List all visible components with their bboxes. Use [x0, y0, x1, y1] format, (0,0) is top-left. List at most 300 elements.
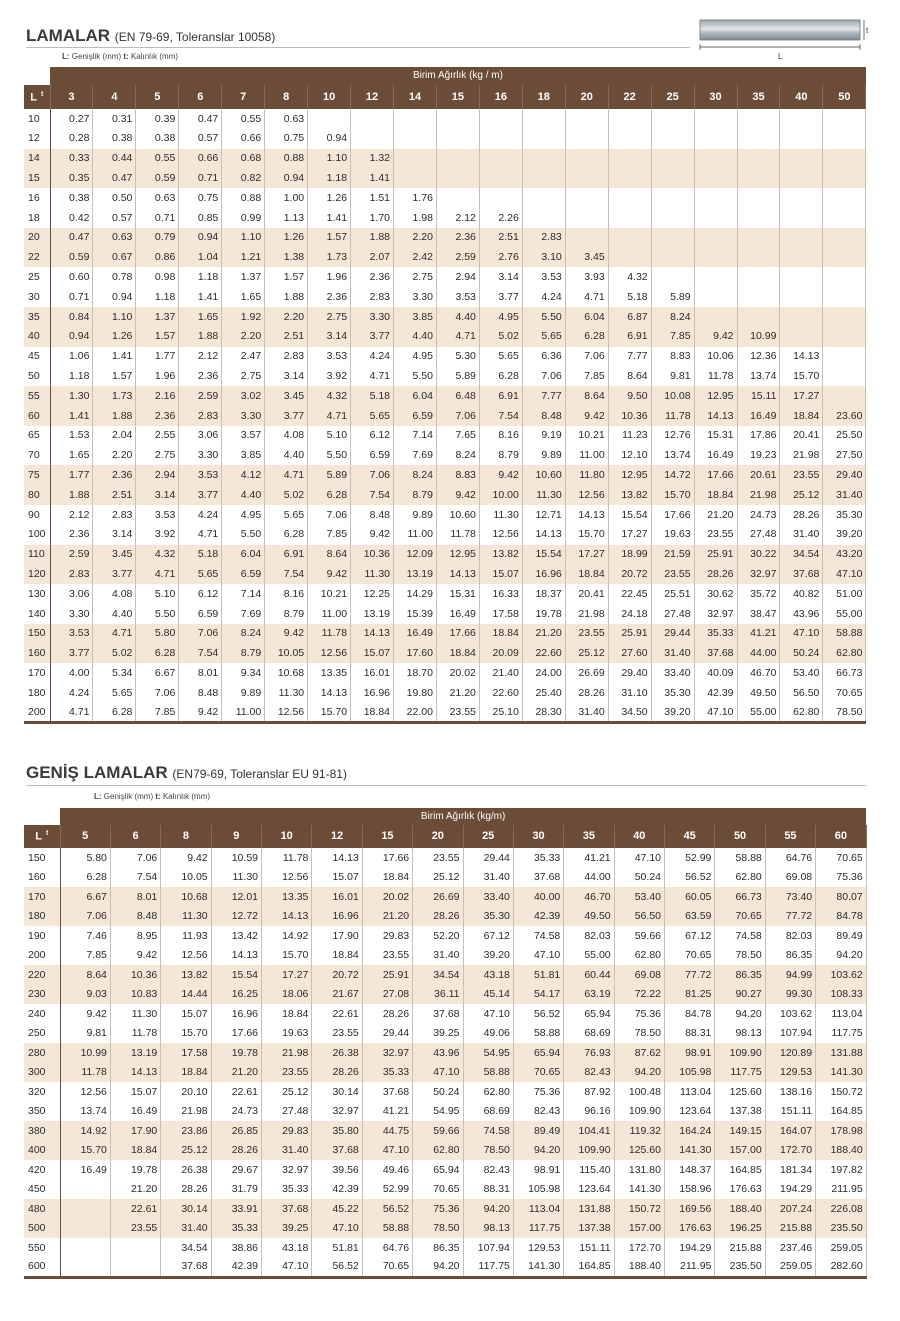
- weight-cell: 11.80: [565, 465, 608, 485]
- weight-cell: 1.10: [222, 228, 265, 248]
- weight-cell: 1.96: [308, 267, 351, 287]
- weight-cell: 60.44: [564, 965, 614, 985]
- weight-cell: 2.42: [394, 248, 437, 268]
- width-cell: 70: [24, 446, 50, 466]
- weight-cell: 4.08: [93, 584, 136, 604]
- weight-cell: 2.83: [351, 287, 394, 307]
- weight-cell: 109.90: [715, 1043, 765, 1063]
- weight-cell: 11.78: [308, 624, 351, 644]
- weight-cell: 24.73: [211, 1102, 261, 1122]
- weight-cell: [823, 188, 866, 208]
- weight-cell: [823, 129, 866, 149]
- weight-cell: 10.06: [694, 347, 737, 367]
- table-row: [24, 1121, 866, 1141]
- weight-cell: 74.58: [513, 926, 563, 946]
- weight-cell: 16.96: [211, 1004, 261, 1024]
- weight-cell: 12.71: [522, 505, 565, 525]
- weight-cell: 75.36: [614, 1004, 664, 1024]
- weight-cell: 14.13: [694, 406, 737, 426]
- weight-cell: 7.69: [222, 604, 265, 624]
- weight-cell: 0.60: [50, 267, 93, 287]
- weight-cell: 0.63: [265, 109, 308, 129]
- weight-cell: 158.96: [665, 1180, 715, 1200]
- weight-cell: 52.99: [665, 848, 715, 868]
- weight-cell: [694, 168, 737, 188]
- weight-cell: 21.67: [312, 985, 362, 1005]
- weight-cell: [110, 1258, 160, 1278]
- lamalar-header-title: Birim Ağırlık (kg / m): [50, 67, 866, 85]
- width-cell: 100: [24, 525, 50, 545]
- weight-cell: 8.48: [522, 406, 565, 426]
- weight-cell: 1.13: [265, 208, 308, 228]
- weight-cell: 37.68: [161, 1258, 211, 1278]
- weight-cell: 7.54: [265, 564, 308, 584]
- weight-cell: 68.69: [564, 1024, 614, 1044]
- weight-cell: 8.64: [60, 965, 110, 985]
- weight-cell: 19.23: [737, 446, 780, 466]
- weight-cell: 10.05: [265, 644, 308, 664]
- legend-t-key-2: t:: [155, 792, 161, 801]
- weight-cell: [694, 188, 737, 208]
- weight-cell: 37.68: [362, 1082, 412, 1102]
- weight-cell: 27.50: [823, 446, 866, 466]
- table-row: [24, 683, 866, 703]
- weight-cell: 21.20: [522, 624, 565, 644]
- weight-cell: 8.01: [179, 663, 222, 683]
- weight-cell: 7.06: [60, 907, 110, 927]
- weight-cell: 21.20: [110, 1180, 160, 1200]
- weight-cell: 25.12: [780, 485, 823, 505]
- width-cell: 160: [24, 644, 50, 664]
- weight-cell: 7.85: [60, 946, 110, 966]
- weight-cell: 15.07: [110, 1082, 160, 1102]
- lamalar-legend: [62, 52, 178, 61]
- weight-cell: 47.10: [513, 946, 563, 966]
- width-cell: 420: [24, 1160, 60, 1180]
- weight-cell: [60, 1180, 110, 1200]
- weight-cell: 49.50: [737, 683, 780, 703]
- weight-cell: 19.63: [262, 1024, 312, 1044]
- weight-cell: 28.26: [161, 1180, 211, 1200]
- weight-cell: 89.49: [816, 926, 867, 946]
- weight-cell: 15.07: [351, 644, 394, 664]
- table-row: [24, 868, 866, 888]
- thickness-header: 10: [262, 825, 312, 848]
- weight-cell: 151.11: [564, 1238, 614, 1258]
- weight-cell: 2.94: [136, 465, 179, 485]
- table-row: [24, 946, 866, 966]
- thickness-header: 14: [394, 85, 437, 109]
- weight-cell: 4.71: [93, 624, 136, 644]
- weight-cell: 123.64: [665, 1102, 715, 1122]
- width-cell: 600: [24, 1258, 60, 1278]
- weight-cell: 62.80: [413, 1141, 463, 1161]
- weight-cell: 0.94: [50, 327, 93, 347]
- weight-cell: 47.10: [780, 624, 823, 644]
- weight-cell: 42.39: [513, 907, 563, 927]
- weight-cell: 1.37: [222, 267, 265, 287]
- weight-cell: 7.69: [394, 446, 437, 466]
- width-cell: 180: [24, 907, 60, 927]
- thickness-header: 8: [161, 825, 211, 848]
- weight-cell: 176.63: [715, 1180, 765, 1200]
- weight-cell: 23.55: [694, 525, 737, 545]
- weight-cell: 5.65: [351, 406, 394, 426]
- weight-cell: 23.55: [362, 946, 412, 966]
- table-row: [24, 1004, 866, 1024]
- weight-cell: [60, 1199, 110, 1219]
- weight-cell: 0.79: [136, 228, 179, 248]
- weight-cell: 11.30: [265, 683, 308, 703]
- weight-cell: 27.48: [651, 604, 694, 624]
- weight-cell: 63.19: [564, 985, 614, 1005]
- weight-cell: 9.03: [60, 985, 110, 1005]
- weight-cell: 3.14: [479, 267, 522, 287]
- weight-cell: 18.84: [694, 485, 737, 505]
- weight-cell: 1.21: [222, 248, 265, 268]
- legend-t-key: t:: [123, 52, 129, 61]
- genis-lamalar-title: [26, 763, 347, 783]
- table-row: [24, 129, 866, 149]
- lamalar-header-row: [24, 67, 866, 85]
- weight-cell: 11.00: [222, 703, 265, 723]
- weight-cell: 0.85: [179, 208, 222, 228]
- width-cell: 230: [24, 985, 60, 1005]
- weight-cell: 129.53: [513, 1238, 563, 1258]
- legend-l-key: L:: [62, 52, 70, 61]
- weight-cell: 141.30: [614, 1180, 664, 1200]
- width-cell: 14: [24, 149, 50, 169]
- weight-cell: 2.20: [265, 307, 308, 327]
- weight-cell: 25.12: [413, 868, 463, 888]
- weight-cell: [737, 228, 780, 248]
- weight-cell: [651, 168, 694, 188]
- weight-cell: 75.36: [413, 1199, 463, 1219]
- weight-cell: 8.64: [608, 366, 651, 386]
- weight-cell: 9.42: [265, 624, 308, 644]
- weight-cell: 5.65: [179, 564, 222, 584]
- weight-cell: 137.38: [564, 1219, 614, 1239]
- weight-cell: 78.50: [614, 1024, 664, 1044]
- weight-cell: 15.70: [60, 1141, 110, 1161]
- weight-cell: 13.19: [110, 1043, 160, 1063]
- weight-cell: 31.10: [608, 683, 651, 703]
- weight-cell: 13.82: [479, 545, 522, 565]
- weight-cell: 5.50: [136, 604, 179, 624]
- weight-cell: 2.59: [50, 545, 93, 565]
- weight-cell: 13.82: [608, 485, 651, 505]
- weight-cell: 8.24: [394, 465, 437, 485]
- weight-cell: 1.41: [351, 168, 394, 188]
- weight-cell: 0.42: [50, 208, 93, 228]
- weight-cell: 14.13: [351, 624, 394, 644]
- weight-cell: [436, 109, 479, 129]
- weight-cell: 4.32: [608, 267, 651, 287]
- weight-cell: 6.12: [179, 584, 222, 604]
- weight-cell: 94.20: [715, 1004, 765, 1024]
- weight-cell: 51.81: [513, 965, 563, 985]
- width-cell: 60: [24, 406, 50, 426]
- weight-cell: 2.47: [222, 347, 265, 367]
- weight-cell: [737, 287, 780, 307]
- weight-cell: 10.08: [651, 386, 694, 406]
- weight-cell: [436, 149, 479, 169]
- weight-cell: 108.33: [816, 985, 867, 1005]
- weight-cell: 3.02: [222, 386, 265, 406]
- weight-cell: 11.23: [608, 426, 651, 446]
- weight-cell: 47.10: [262, 1258, 312, 1278]
- weight-cell: 6.36: [522, 347, 565, 367]
- weight-cell: 35.33: [262, 1180, 312, 1200]
- weight-cell: [780, 109, 823, 129]
- weight-cell: 37.68: [262, 1199, 312, 1219]
- weight-cell: 82.43: [564, 1063, 614, 1083]
- weight-cell: 164.85: [816, 1102, 867, 1122]
- weight-cell: 23.55: [262, 1063, 312, 1083]
- weight-cell: 21.40: [479, 663, 522, 683]
- weight-cell: 16.49: [737, 406, 780, 426]
- weight-cell: 259.05: [816, 1238, 867, 1258]
- weight-cell: 4.40: [93, 604, 136, 624]
- weight-cell: 148.37: [665, 1160, 715, 1180]
- weight-cell: 3.77: [93, 564, 136, 584]
- weight-cell: 8.16: [479, 426, 522, 446]
- weight-cell: 17.90: [312, 926, 362, 946]
- weight-cell: 20.10: [161, 1082, 211, 1102]
- weight-cell: 47.10: [413, 1063, 463, 1083]
- table-row: [24, 1180, 866, 1200]
- weight-cell: 3.77: [351, 327, 394, 347]
- weight-cell: 0.71: [50, 287, 93, 307]
- weight-cell: 113.04: [816, 1004, 867, 1024]
- weight-cell: 4.00: [50, 663, 93, 683]
- weight-cell: 66.73: [823, 663, 866, 683]
- weight-cell: 12.09: [394, 545, 437, 565]
- weight-cell: 0.67: [93, 248, 136, 268]
- weight-cell: [823, 248, 866, 268]
- width-cell: 280: [24, 1043, 60, 1063]
- weight-cell: 1.18: [179, 267, 222, 287]
- weight-cell: 32.97: [737, 564, 780, 584]
- weight-cell: 14.13: [262, 907, 312, 927]
- weight-cell: 40.09: [694, 663, 737, 683]
- weight-cell: 164.07: [765, 1121, 815, 1141]
- width-cell: 15: [24, 168, 50, 188]
- weight-cell: 35.33: [513, 848, 563, 868]
- weight-cell: [608, 168, 651, 188]
- weight-cell: 4.71: [136, 564, 179, 584]
- corner-l-label: L: [30, 91, 37, 104]
- weight-cell: 4.40: [222, 485, 265, 505]
- weight-cell: 6.67: [60, 887, 110, 907]
- weight-cell: 10.21: [565, 426, 608, 446]
- weight-cell: 29.67: [211, 1160, 261, 1180]
- weight-cell: 39.20: [823, 525, 866, 545]
- weight-cell: 26.69: [413, 887, 463, 907]
- weight-cell: 10.36: [608, 406, 651, 426]
- weight-cell: 24.18: [608, 604, 651, 624]
- weight-cell: 0.71: [179, 168, 222, 188]
- table-row: [24, 208, 866, 228]
- weight-cell: 1.96: [136, 366, 179, 386]
- weight-cell: 188.40: [816, 1141, 867, 1161]
- weight-cell: [651, 248, 694, 268]
- weight-cell: 41.21: [737, 624, 780, 644]
- weight-cell: 0.94: [93, 287, 136, 307]
- lamalar-corner-cell: [24, 85, 50, 109]
- weight-cell: [737, 129, 780, 149]
- weight-cell: [694, 248, 737, 268]
- weight-cell: 3.45: [265, 386, 308, 406]
- weight-cell: [780, 188, 823, 208]
- weight-cell: 23.55: [436, 703, 479, 723]
- weight-cell: 0.94: [308, 129, 351, 149]
- lamalar-title-rule: [26, 47, 690, 48]
- weight-cell: 6.48: [436, 386, 479, 406]
- weight-cell: 43.96: [413, 1043, 463, 1063]
- weight-cell: 1.26: [265, 228, 308, 248]
- weight-cell: 43.96: [780, 604, 823, 624]
- weight-cell: 17.60: [394, 644, 437, 664]
- table-row: [24, 109, 866, 129]
- table-row: [24, 1043, 866, 1063]
- weight-cell: [565, 149, 608, 169]
- weight-cell: 2.36: [351, 267, 394, 287]
- weight-cell: 1.77: [136, 347, 179, 367]
- weight-cell: 6.28: [93, 703, 136, 723]
- weight-cell: 1.41: [308, 208, 351, 228]
- weight-cell: 34.54: [161, 1238, 211, 1258]
- weight-cell: 211.95: [665, 1258, 715, 1278]
- weight-cell: 5.18: [351, 386, 394, 406]
- weight-cell: 1.30: [50, 386, 93, 406]
- thickness-header: 55: [765, 825, 815, 848]
- weight-cell: 78.50: [463, 1141, 513, 1161]
- weight-cell: 39.25: [413, 1024, 463, 1044]
- weight-cell: 58.88: [513, 1024, 563, 1044]
- weight-cell: 30.14: [161, 1199, 211, 1219]
- weight-cell: 20.72: [312, 965, 362, 985]
- weight-cell: 129.53: [765, 1063, 815, 1083]
- weight-cell: 32.97: [262, 1160, 312, 1180]
- weight-cell: 56.52: [312, 1258, 362, 1278]
- weight-cell: 2.75: [136, 446, 179, 466]
- weight-cell: [823, 366, 866, 386]
- weight-cell: [823, 267, 866, 287]
- weight-cell: 23.55: [413, 848, 463, 868]
- weight-cell: 16.01: [312, 887, 362, 907]
- weight-cell: 4.71: [308, 406, 351, 426]
- weight-cell: 19.63: [651, 525, 694, 545]
- weight-cell: 62.80: [780, 703, 823, 723]
- weight-cell: 2.26: [479, 208, 522, 228]
- weight-cell: 35.30: [463, 907, 513, 927]
- weight-cell: 2.51: [93, 485, 136, 505]
- weight-cell: 141.30: [816, 1063, 867, 1083]
- weight-cell: 0.98: [136, 267, 179, 287]
- weight-cell: 1.57: [308, 228, 351, 248]
- weight-cell: [737, 307, 780, 327]
- weight-cell: 11.78: [262, 848, 312, 868]
- table-row: [24, 663, 866, 683]
- table-row: [24, 287, 866, 307]
- weight-cell: 47.10: [463, 1004, 513, 1024]
- weight-cell: 113.04: [513, 1199, 563, 1219]
- weight-cell: 2.51: [265, 327, 308, 347]
- weight-cell: 23.86: [161, 1121, 211, 1141]
- weight-cell: 157.00: [614, 1219, 664, 1239]
- weight-cell: 0.78: [93, 267, 136, 287]
- weight-cell: 8.64: [308, 545, 351, 565]
- weight-cell: 3.53: [50, 624, 93, 644]
- width-cell: 320: [24, 1082, 60, 1102]
- table-row: [24, 907, 866, 927]
- weight-cell: 50.24: [780, 644, 823, 664]
- weight-cell: 176.63: [665, 1219, 715, 1239]
- weight-cell: 35.30: [651, 683, 694, 703]
- width-cell: 480: [24, 1199, 60, 1219]
- weight-cell: 2.36: [436, 228, 479, 248]
- weight-cell: 3.14: [265, 366, 308, 386]
- weight-cell: 15.70: [262, 946, 312, 966]
- weight-cell: 98.91: [513, 1160, 563, 1180]
- weight-cell: 17.66: [436, 624, 479, 644]
- weight-cell: 0.94: [179, 228, 222, 248]
- weight-cell: 125.60: [614, 1141, 664, 1161]
- weight-cell: 9.42: [179, 703, 222, 723]
- weight-cell: 13.35: [308, 663, 351, 683]
- width-cell: 170: [24, 887, 60, 907]
- weight-cell: 1.41: [179, 287, 222, 307]
- weight-cell: 5.10: [308, 426, 351, 446]
- table-row: [24, 887, 866, 907]
- weight-cell: 6.67: [136, 663, 179, 683]
- table-row: [24, 1141, 866, 1161]
- weight-cell: 55.00: [823, 604, 866, 624]
- weight-cell: [694, 208, 737, 228]
- weight-cell: 194.29: [665, 1238, 715, 1258]
- weight-cell: [823, 287, 866, 307]
- weight-cell: 7.85: [136, 703, 179, 723]
- weight-cell: 6.28: [479, 366, 522, 386]
- weight-cell: 28.26: [211, 1141, 261, 1161]
- weight-cell: [780, 248, 823, 268]
- weight-cell: [394, 129, 437, 149]
- weight-cell: 98.91: [665, 1043, 715, 1063]
- table-row: [24, 644, 866, 664]
- weight-cell: 65.94: [413, 1160, 463, 1180]
- weight-cell: 15.54: [522, 545, 565, 565]
- weight-cell: 34.54: [780, 545, 823, 565]
- weight-cell: 0.47: [50, 228, 93, 248]
- lamalar-thickness-row: [24, 85, 866, 109]
- weight-cell: 54.95: [463, 1043, 513, 1063]
- thickness-header: 50: [715, 825, 765, 848]
- weight-cell: 6.28: [136, 644, 179, 664]
- weight-cell: 1.65: [50, 446, 93, 466]
- weight-cell: 13.74: [60, 1102, 110, 1122]
- weight-cell: 47.10: [362, 1141, 412, 1161]
- bar-body: [700, 20, 860, 40]
- weight-cell: 259.05: [765, 1258, 815, 1278]
- weight-cell: 4.32: [308, 386, 351, 406]
- weight-cell: 50.24: [614, 868, 664, 888]
- weight-cell: 29.44: [463, 848, 513, 868]
- weight-cell: 31.79: [211, 1180, 261, 1200]
- weight-cell: 31.40: [823, 485, 866, 505]
- weight-cell: 17.66: [362, 848, 412, 868]
- weight-cell: 69.08: [765, 868, 815, 888]
